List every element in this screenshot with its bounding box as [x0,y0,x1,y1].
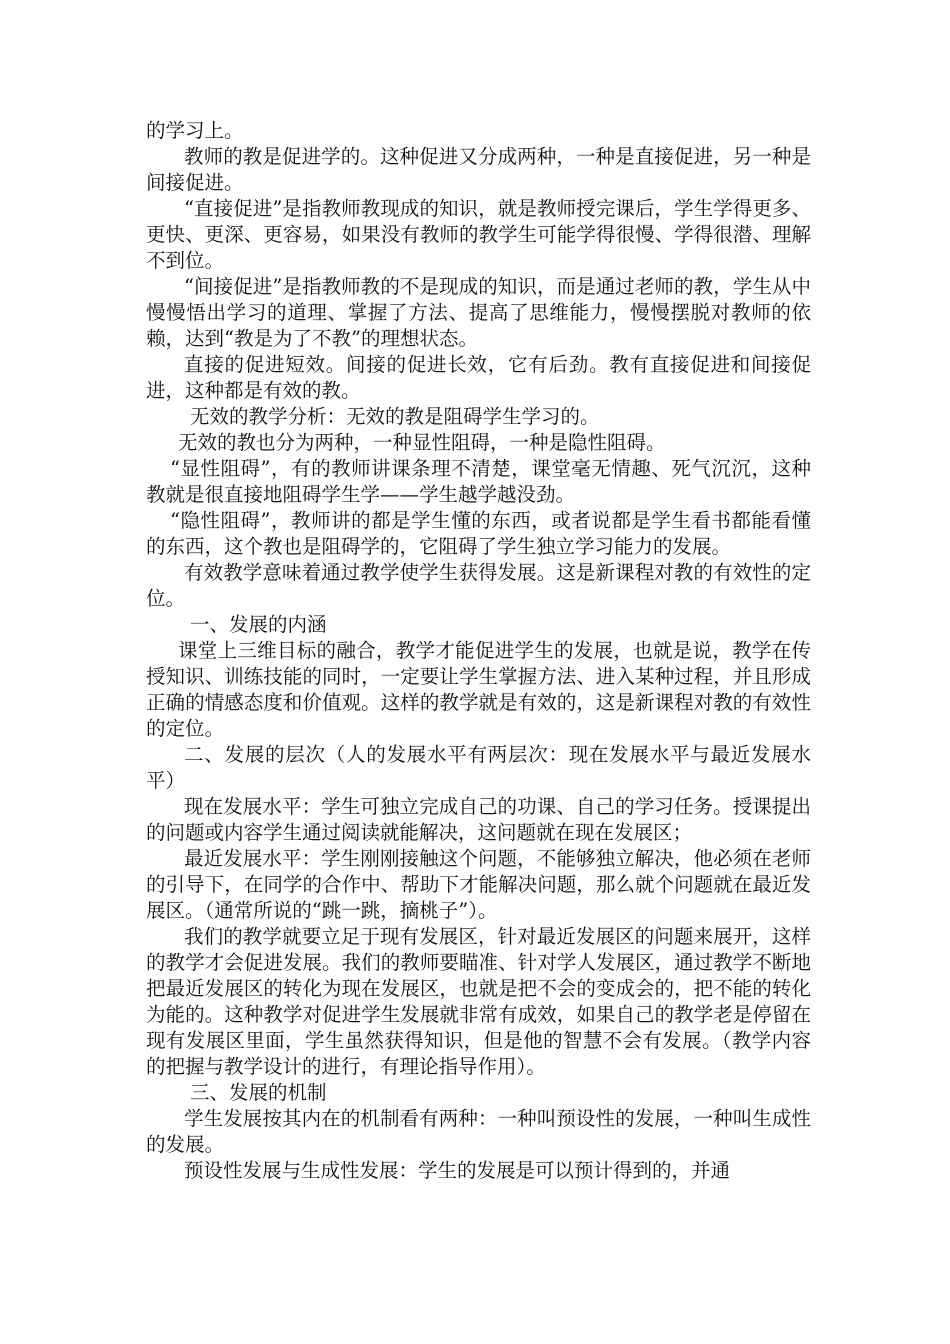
paragraph-5: 直接的促进短效。间接的促进长效，它有后劲。教有直接促进和间接促进，这种都是有效的教。 [146,353,811,402]
section-heading-1: 一、发展的内涵 [190,613,327,636]
document-body [146,118,811,1184]
paragraph-15: 学生发展按其内在的机制看有两种：一种叫预设性的发展，一种叫生成性的发展。 [146,1107,811,1156]
paragraph-1: 的学习上。 [146,119,244,142]
paragraph-3: “直接促进”是指教师教现成的知识，就是教师授完课后，学生学得更多、更快、更深、更容易，如果没有教师的教学生可能学得很慢、学得很潜、理解不到位。 [146,197,811,272]
paragraph-13: 最近发展水平：学生刚刚接触这个问题，不能够独立解决，他必须在老师的引导下，在同学的合作中、帮助下才能解决问题，那么就个问题就在最近发展区。（通常所说的“跳一跳，摘桃子”）。 [146,847,811,922]
paragraph-14: 我们的教学就要立足于现有发展区，针对最近发展区的问题来展开，这样的教学才会促进发展。我们的教师要瞄准、针对学人发展区，通过教学不断地把最近发展区的转化为现在发展区，也就是把不会的变成会的，把不能的转化为能的。这种教学对促进学生发展就非常有成效，如果自己的教学老是停留在现有发展区里面，学生虽然获得知识，但是他的智慧不会有发展。（教学内容的把握与教学设计的进行，有理论指导作用）。 [146,925,811,1078]
paragraph-6: 无效的教学分析：无效的教是阻碍学生学习的。 [190,405,600,428]
paragraph-7: 无效的教也分为两种，一种显性阻碍，一种是隐性阻碍。 [178,431,666,454]
paragraph-10: 有效教学意味着通过教学使学生获得发展。这是新课程对教的有效性的定位。 [146,561,811,610]
paragraph-16: 预设性发展与生成性发展：学生的发展是可以预计得到的，并通 [184,1159,731,1182]
paragraph-2: 教师的教是促进学的。这种促进又分成两种，一种是直接促进，另一种是间接促进。 [146,145,811,194]
paragraph-8: “显性阻碍”，有的教师讲课条理不清楚，课堂毫无情趣、死气沉沉，这种教就是很直接地阻碍学生学——学生越学越没劲。 [146,457,811,506]
paragraph-11: 课堂上三维目标的融合，教学才能促进学生的发展，也就是说，教学在传授知识、训练技能的同时，一定要让学生掌握方法、进入某种过程，并且形成正确的情感态度和价值观。这样的教学就是有效的，这是新课程对教的有效性的定位。 [146,639,811,740]
paragraph-4: “间接促进”是指教师教的不是现成的知识，而是通过老师的教，学生从中慢慢悟出学习的道理、掌握了方法、提高了思维能力，慢慢摆脱对教师的依赖，达到“教是为了不教”的理想状态。 [146,275,811,350]
paragraph-12: 现在发展水平：学生可独立完成自己的功课、自己的学习任务。授课提出的问题或内容学生通过阅读就能解决，这问题就在现在发展区； [146,795,811,844]
paragraph-9: “隐性阻碍”，教师讲的都是学生懂的东西，或者说都是学生看书都能看懂的东西，这个教也是阻碍学的，它阻碍了学生独立学习能力的发展。 [146,509,811,558]
section-heading-2: 二、发展的层次（人的发展水平有两层次：现在发展水平与最近发展水平） [146,743,811,792]
section-heading-3: 三、发展的机制 [190,1081,327,1104]
